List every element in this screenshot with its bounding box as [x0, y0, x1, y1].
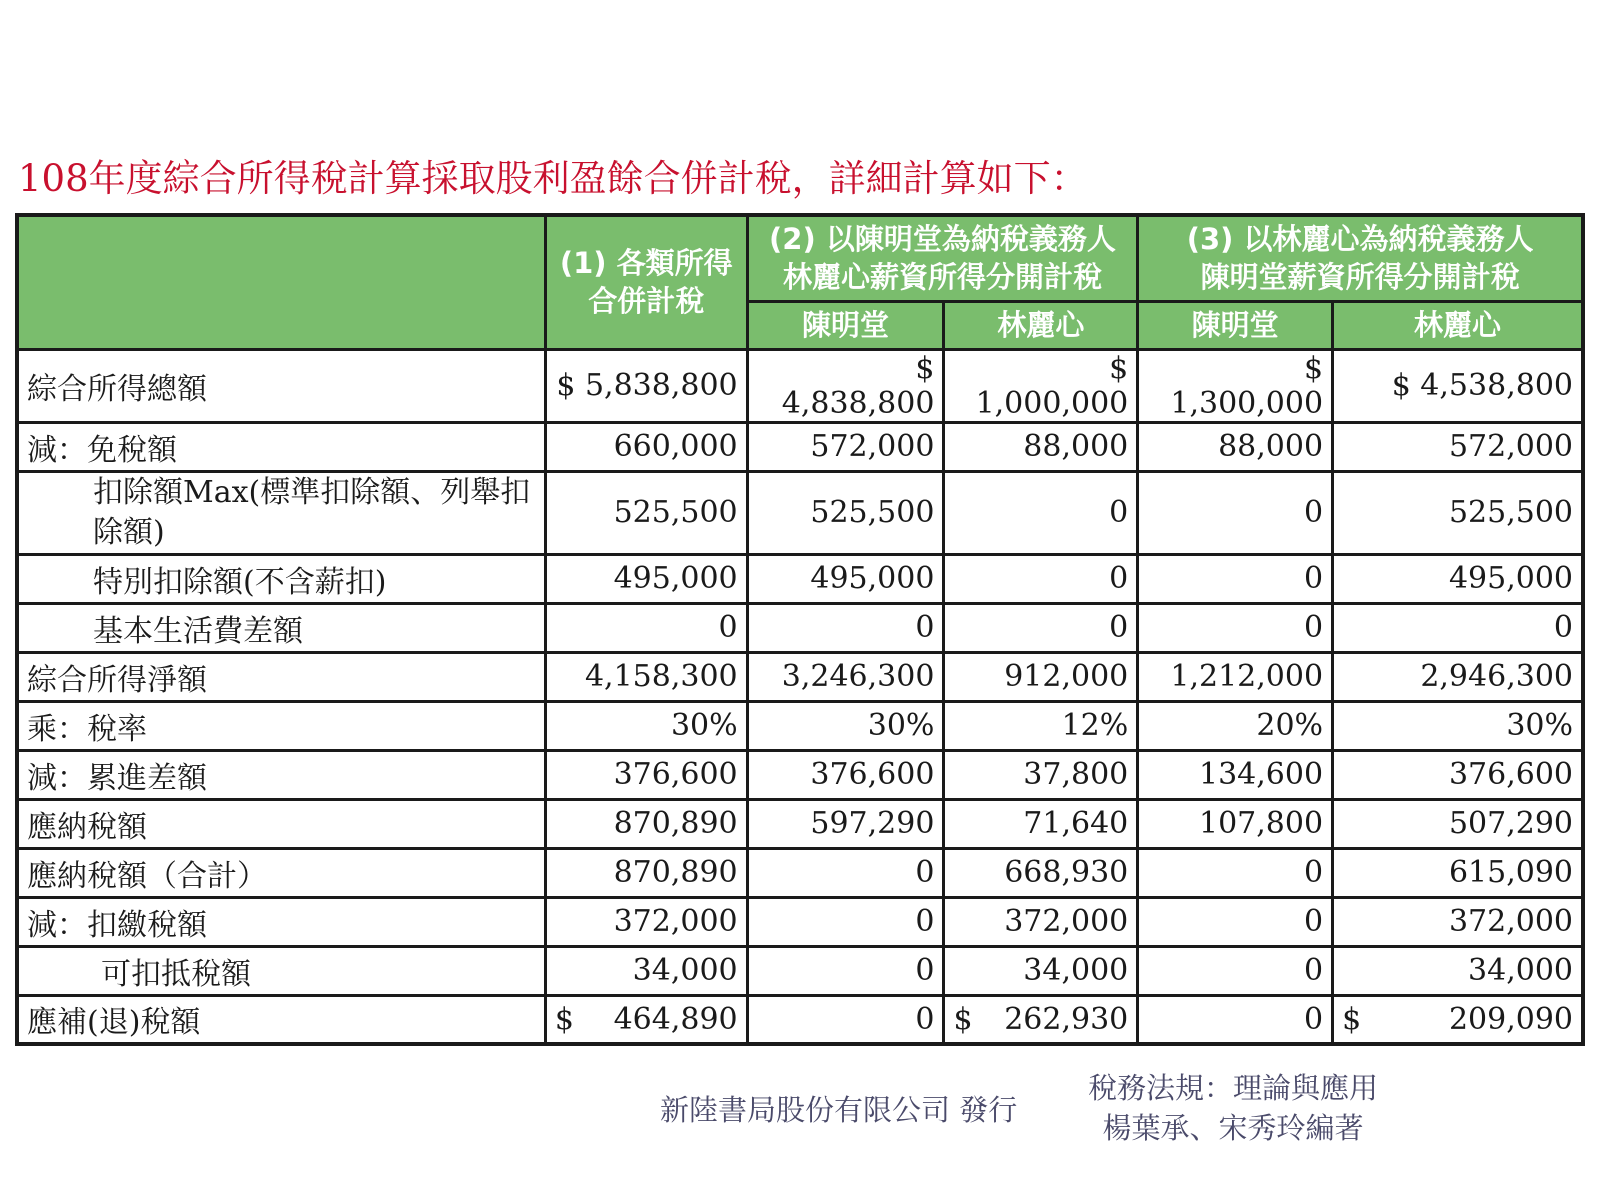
cell-value: 0	[747, 946, 944, 995]
header-col-combined-line2: 合併計稅	[588, 284, 705, 319]
cell-value: 0	[944, 603, 1138, 652]
cell-value: 495,000	[747, 554, 944, 603]
cell-value: $ 5,838,800	[545, 349, 747, 422]
row-label: 基本生活費差額	[17, 603, 545, 652]
cell-value: $ 4,838,800	[747, 349, 944, 422]
cell-value: 0	[1138, 995, 1333, 1044]
table-row-tax-payable	[17, 799, 1583, 848]
cell-value: 107,800	[1138, 799, 1333, 848]
cell-value: 507,290	[1333, 799, 1583, 848]
publisher-credit: 新陸書局股份有限公司 發行	[660, 1093, 1018, 1127]
amount: 464,890	[613, 1001, 738, 1037]
cell-value: 0	[1138, 897, 1333, 946]
cell-value: 0	[944, 471, 1138, 554]
table-row-basic-living-diff	[17, 603, 1583, 652]
cell-value: 597,290	[747, 799, 944, 848]
cell-value: 0	[944, 554, 1138, 603]
cell-value: 525,500	[747, 471, 944, 554]
table-row-deduction-max	[17, 471, 1583, 554]
header-col-option3	[1138, 215, 1583, 301]
amount: 262,930	[1004, 1001, 1129, 1037]
row-label: 綜合所得淨額	[17, 652, 545, 701]
cell-value: 372,000	[1333, 897, 1583, 946]
header-col-option2	[747, 215, 1138, 301]
table-row-progressive-diff	[17, 750, 1583, 799]
table-row-special-deduction	[17, 554, 1583, 603]
row-label: 減：扣繳稅額	[17, 897, 545, 946]
cell-value: 0	[1138, 603, 1333, 652]
table-row-tax-rate	[17, 701, 1583, 750]
table-row-exemption	[17, 422, 1583, 471]
cell-value	[545, 995, 747, 1044]
cell-value: 372,000	[944, 897, 1138, 946]
cell-value: 870,890	[545, 848, 747, 897]
cell-value: 4,158,300	[545, 652, 747, 701]
cell-value: 525,500	[545, 471, 747, 554]
table-row-tax-payable-total	[17, 848, 1583, 897]
cell-value: 376,600	[1333, 750, 1583, 799]
cell-value: 34,000	[944, 946, 1138, 995]
cell-value: 495,000	[545, 554, 747, 603]
cell-value: 912,000	[944, 652, 1138, 701]
cell-value: 376,600	[545, 750, 747, 799]
cell-value: 495,000	[1333, 554, 1583, 603]
header-sub-chen-1: 陳明堂	[747, 301, 944, 349]
cell-value: 572,000	[747, 422, 944, 471]
cell-value: 0	[747, 995, 944, 1044]
book-authors: 楊葉承、宋秀玲編著	[1102, 1111, 1364, 1145]
cell-value: 34,000	[1333, 946, 1583, 995]
cell-value	[944, 995, 1138, 1044]
cell-value: 372,000	[545, 897, 747, 946]
cell-value: 134,600	[1138, 750, 1333, 799]
cell-value: 12%	[944, 701, 1138, 750]
cell-value: $ 4,538,800	[1333, 349, 1583, 422]
row-label: 特別扣除額(不含薪扣)	[17, 554, 545, 603]
table-row-withholding	[17, 897, 1583, 946]
header-row-1	[17, 215, 1583, 301]
row-label: 減：累進差額	[17, 750, 545, 799]
cell-value: 2,946,300	[1333, 652, 1583, 701]
amount: 209,090	[1448, 1001, 1573, 1037]
cell-value: 37,800	[944, 750, 1138, 799]
table-row-net-income	[17, 652, 1583, 701]
book-credit	[1088, 1068, 1378, 1148]
table-row-gross-income	[17, 349, 1583, 422]
cell-value: 525,500	[1333, 471, 1583, 554]
cell-value: 3,246,300	[747, 652, 944, 701]
page-title: 108年度綜合所得稅計算採取股利盈餘合併計稅，詳細計算如下：	[18, 157, 1088, 200]
cell-value: 0	[1138, 554, 1333, 603]
row-label: 綜合所得總額	[17, 349, 545, 422]
row-label: 應納稅額（合計）	[17, 848, 545, 897]
row-label: 應補(退)稅額	[17, 995, 545, 1044]
header-col-combined	[545, 215, 747, 349]
cell-value: 30%	[1333, 701, 1583, 750]
tax-calculation-table	[15, 213, 1585, 1046]
cell-value	[1333, 995, 1583, 1044]
cell-value: 0	[1333, 603, 1583, 652]
cell-value: 0	[747, 848, 944, 897]
header-corner	[17, 215, 545, 349]
header-sub-chen-2: 陳明堂	[1138, 301, 1333, 349]
dollar-sign: $	[554, 1001, 574, 1037]
cell-value: 668,930	[944, 848, 1138, 897]
header-col-option3-line2: 陳明堂薪資所得分開計稅	[1200, 260, 1520, 295]
cell-value: 0	[1138, 848, 1333, 897]
cell-value: 0	[747, 603, 944, 652]
cell-value: 0	[545, 603, 747, 652]
table-row-creditable-tax	[17, 946, 1583, 995]
cell-value: 20%	[1138, 701, 1333, 750]
book-title: 稅務法規：理論與應用	[1088, 1071, 1379, 1105]
header-col-combined-line1: (1) 各類所得	[559, 246, 733, 281]
header-sub-lin-1: 林麗心	[944, 301, 1138, 349]
cell-value: 0	[1138, 471, 1333, 554]
cell-value: 0	[1138, 946, 1333, 995]
cell-value: $ 1,000,000	[944, 349, 1138, 422]
cell-value: 615,090	[1333, 848, 1583, 897]
header-col-option2-line2: 林麗心薪資所得分開計稅	[782, 260, 1102, 295]
cell-value: 34,000	[545, 946, 747, 995]
dollar-sign: $	[953, 1001, 973, 1037]
cell-value: 572,000	[1333, 422, 1583, 471]
cell-value: 71,640	[944, 799, 1138, 848]
cell-value: 30%	[545, 701, 747, 750]
row-label: 乘：稅率	[17, 701, 545, 750]
header-col-option2-line1: (2) 以陳明堂為納稅義務人	[769, 222, 1116, 257]
cell-value: 870,890	[545, 799, 747, 848]
row-label: 可扣抵稅額	[17, 946, 545, 995]
row-label: 應納稅額	[17, 799, 545, 848]
cell-value: 30%	[747, 701, 944, 750]
row-label: 減：免稅額	[17, 422, 545, 471]
cell-value: 660,000	[545, 422, 747, 471]
header-col-option3-line1: (3) 以林麗心為納稅義務人	[1186, 222, 1534, 257]
dollar-sign: $	[1342, 1001, 1362, 1037]
cell-value: 88,000	[1138, 422, 1333, 471]
cell-value: $ 1,300,000	[1138, 349, 1333, 422]
cell-value: 376,600	[747, 750, 944, 799]
row-label: 扣除額Max(標準扣除額、列舉扣除額)	[17, 471, 545, 554]
cell-value: 88,000	[944, 422, 1138, 471]
header-sub-lin-2: 林麗心	[1333, 301, 1583, 349]
table-row-tax-due-refund	[17, 995, 1583, 1044]
cell-value: 0	[747, 897, 944, 946]
cell-value: 1,212,000	[1138, 652, 1333, 701]
